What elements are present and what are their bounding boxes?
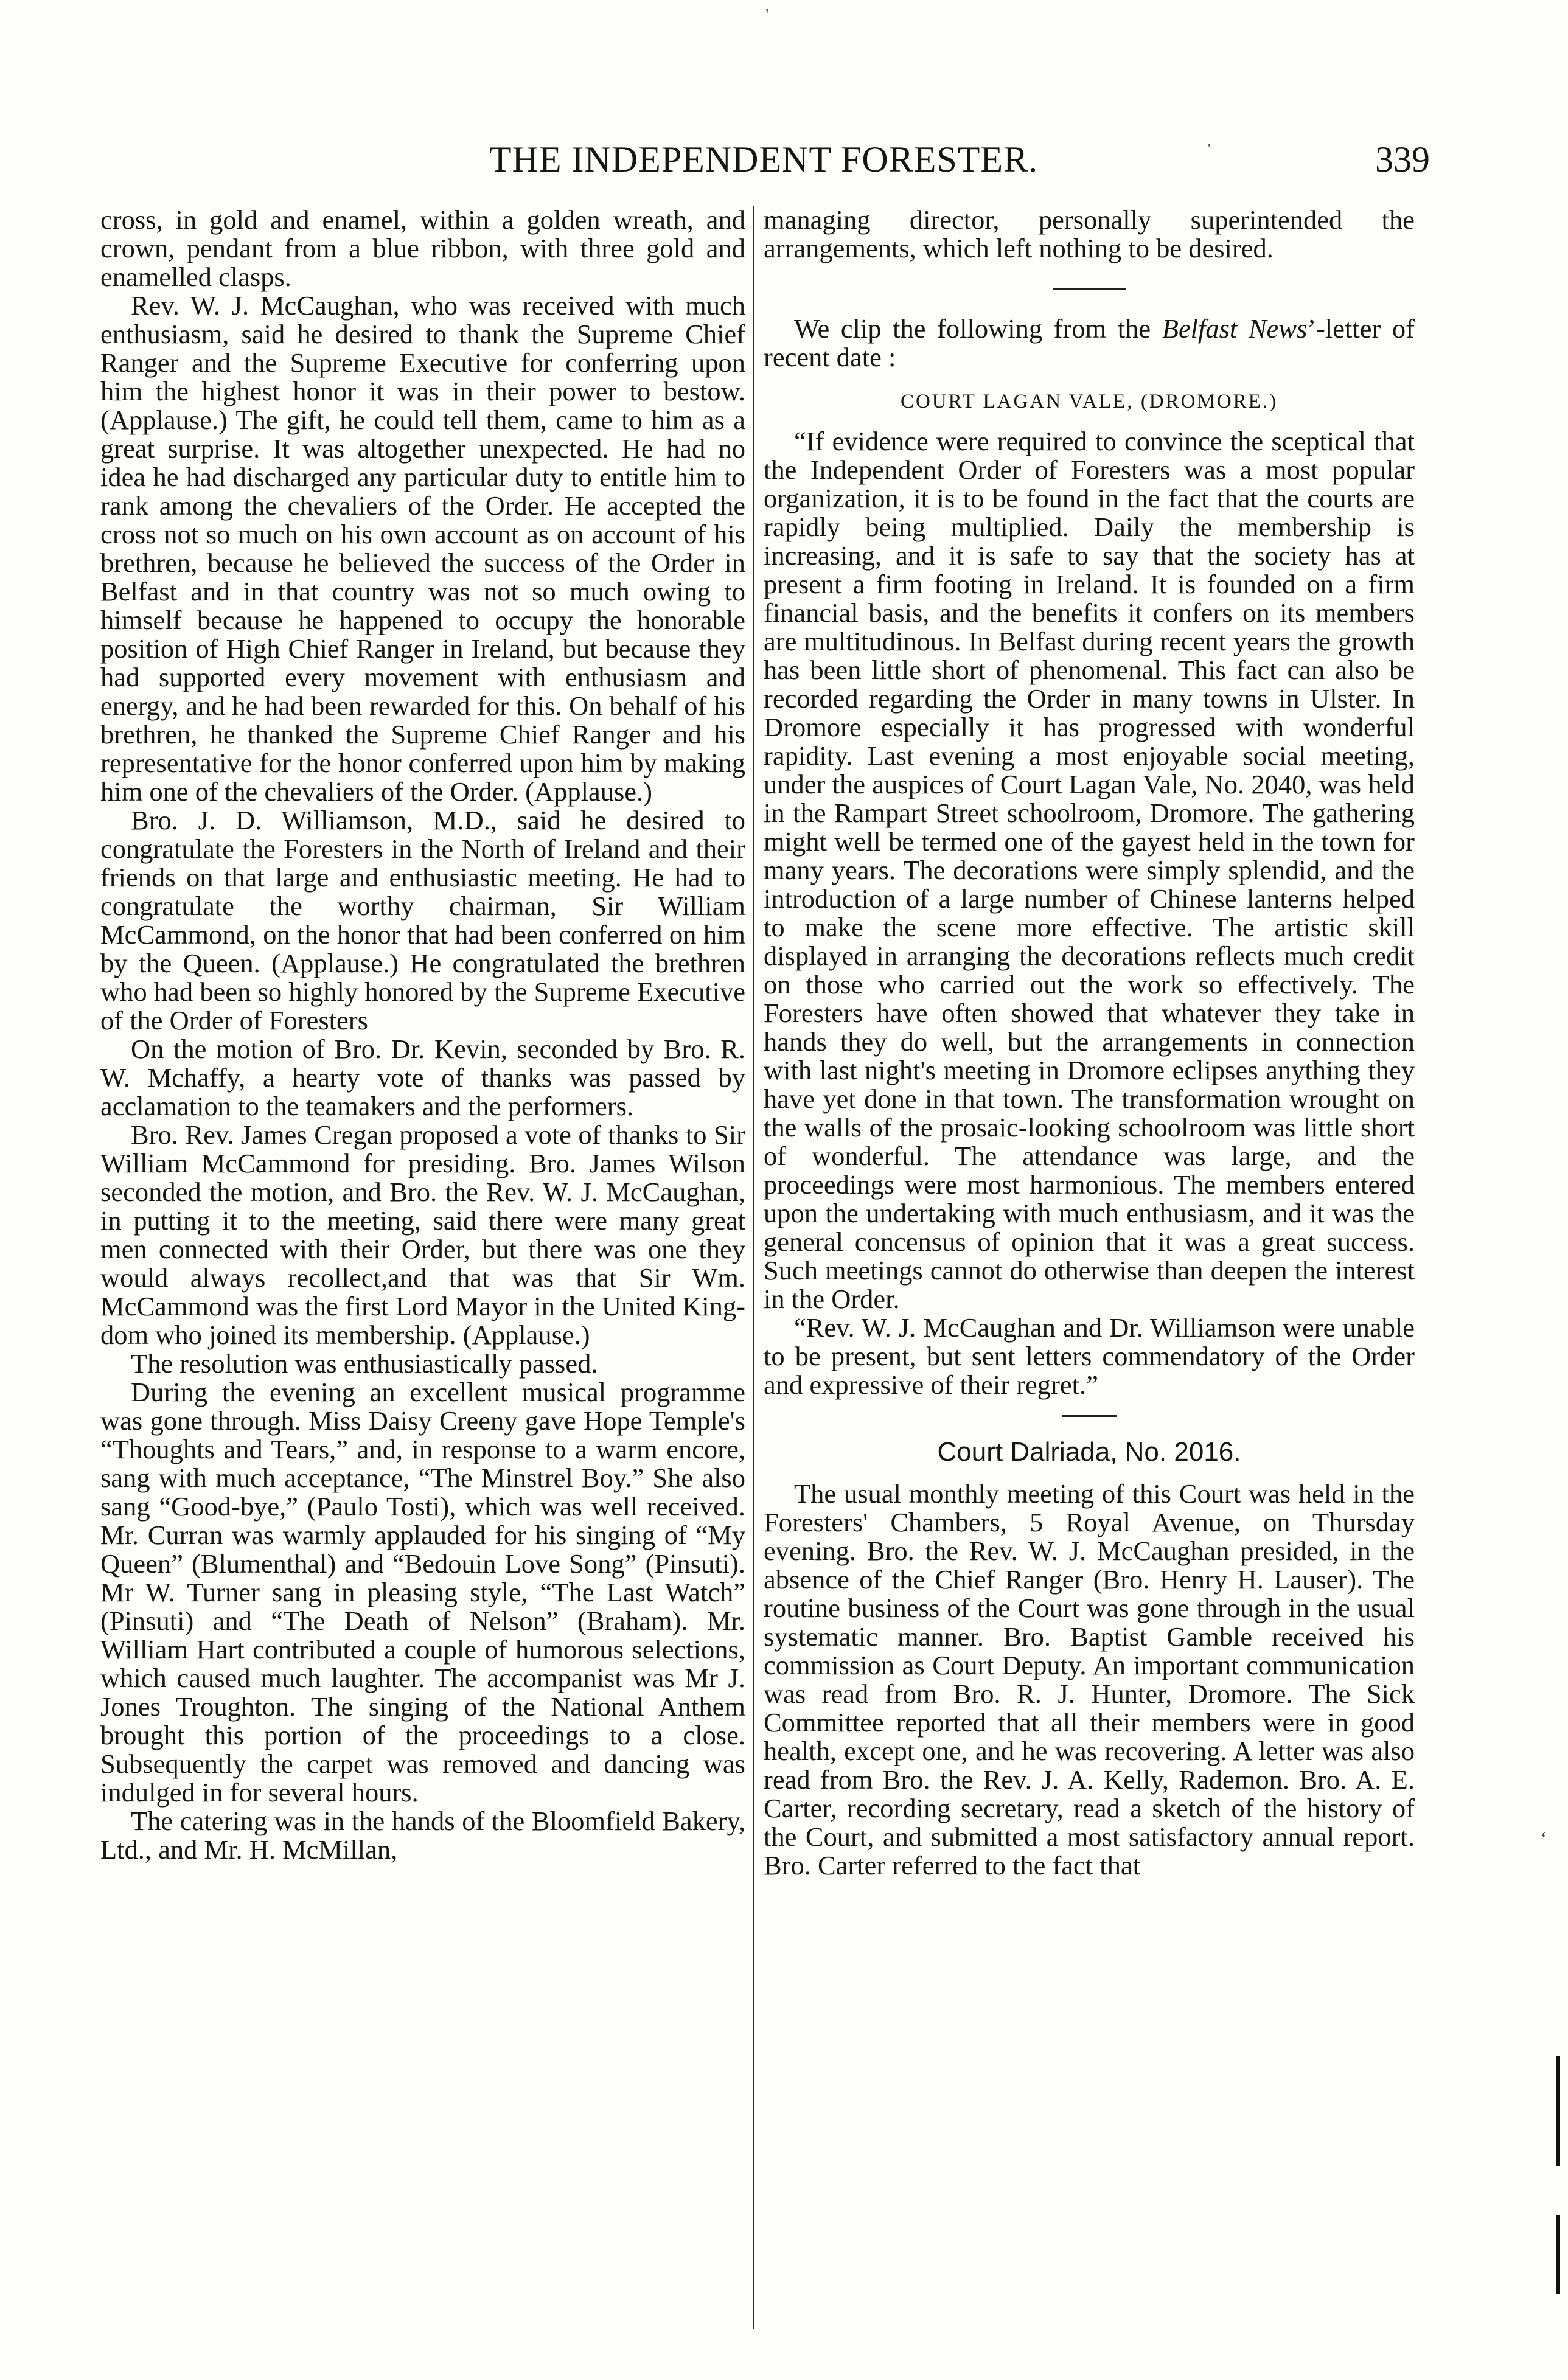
print-speck: ' <box>765 5 769 25</box>
article-paragraph: managing director, personally superintended the arrangements, which left nothing to be desired. <box>764 204 1415 263</box>
page-number: 339 <box>1375 139 1430 179</box>
scan-edge-mark <box>1556 2056 1560 2166</box>
article-paragraph: The usual monthly meeting of this Court was held in the Foresters' Chambers, 5 Royal Avenue, on Thursday evening. Bro. the Rev. W. J. McCaughan presided, in the absence of the Chief Ranger (Bro. Henry H. Lauser). The routine business of the Court was gone through in the usual systematic manner. Bro. Baptist Gamble received his commission as Court Deputy. An important communication was read from Bro. R. J. Hunter, Dromore. The Sick Committee reported that all their members were in good health, except one, and he was recovering. A letter was also read from Bro. the Rev. J. A. Kelly, Rademon. Bro. A. E. Carter, recording secretary, read a sketch of the history of the Court, and submitted a most satisfactory annual report. Bro. Carter referred to the fact that <box>764 1478 1415 1881</box>
article-paragraph: Rev. W. J. McCaughan, who was received with much enthusiasm, said he desired to thank the Supreme Chief Ranger and the Supreme Executive for conferring upon him the highest honor it was in their power to bestow. (Applause.) The gift, he could tell them, came to him as a great surprise. It was altogether unexpected. He had no idea he had discharged any particular duty to entitle him to rank among the chevaliers of the Order. He accepted the cross not so much on his own account as on account of his brethren, because he believed the success of the Order in Belfast and in that country was not so much owing to himself because he happened to occupy the honorable position of High Chief Ranger in Ireland, but because they had supported every movement with enthusiasm and energy, and he had been rewarded for this. On behalf of his brethren, he thanked the Supreme Chief Ranger and his representative for the honor conferred upon him by making him one of the chevaliers of the Order. (Applause.) <box>100 290 745 807</box>
running-title: THE INDEPENDENT FORESTER. <box>489 139 1039 179</box>
left-column <box>100 206 745 1864</box>
column-divider <box>753 206 754 2329</box>
scan-edge-mark <box>1556 2215 1560 2294</box>
clip-intro-text: We clip the following from the <box>794 313 1162 344</box>
article-paragraph: “Rev. W. J. McCaughan and Dr. Williamson were unable to be present, but sent letters commendatory of the Order and expressive of their regret.” <box>764 1312 1415 1400</box>
clip-intro <box>764 315 1415 372</box>
article-paragraph: cross, in gold and enamel, within a golden wreath, and crown, pendant from a blue ribbon, with three gold and enamelled clasps. <box>100 204 745 292</box>
right-column <box>764 206 1415 1880</box>
article-paragraph: During the evening an excellent musical programme was gone through. Miss Daisy Creeny gave Hope Temple's “Thoughts and Tears,” and, in response to a warm encore, sang with much acceptance, “The Minstrel Boy.” She also sang “Good-bye,” (Paulo Tosti), which was well received. Mr. Curran was warmly applauded for his singing of “My Queen” (Blumenthal) and “Bedouin Love Song” (Pinsuti). Mr W. Turner sang in pleasing style, “The Last Watch” (Pinsuti) and “The Death of Nelson” (Braham). Mr. William Hart contributed a couple of humorous selections, which caused much laughter. The accompanist was Mr J. Jones Troughton. The singing of the National Anthem brought this portion of the proceedings to a close. Subsequently the carpet was removed and dancing was indulged in for several hours. <box>100 1377 745 1808</box>
newspaper-source: Belfast News <box>1162 313 1308 344</box>
article-paragraph: The catering was in the hands of the Bloomfield Bakery, Ltd., and Mr. H. McMillan, <box>100 1806 745 1865</box>
article-paragraph: Bro. J. D. Williamson, M.D., said he desired to congratulate the Foresters in the North of Ireland and their friends on that large and enthusiastic meeting. He had to congratulate the worthy chairman, Sir William McCammond, on the honor that had been conferred on him by the Queen. (Applause.) He congratulated the brethren who had been so highly honored by the Supreme Executive of the Order of Foresters <box>100 805 745 1035</box>
article-paragraph: On the motion of Bro. Dr. Kevin, seconded by Bro. R. W. Mchaffy, a hearty vote of thanks was passed by acclamation to the teamakers and the performers. <box>100 1034 745 1121</box>
section-separator <box>1053 288 1126 290</box>
margin-mark: ‘ <box>1541 1828 1547 1848</box>
section-separator <box>1062 1415 1117 1417</box>
article-paragraph: The resolution was enthusiastically passed. <box>131 1348 598 1379</box>
clip-intro-text: ’-letter of recent date : <box>764 313 1415 372</box>
page-header <box>97 139 1430 193</box>
section-heading: Court Dalriada, No. 2016. <box>937 1437 1241 1467</box>
print-speck: ' <box>1208 141 1211 157</box>
article-paragraph: “If evidence were required to convince the sceptical that the Independent Order of Foresters was a most popular organization, it is to be found in the fact that the courts are rapidly being multiplied. Daily the membership is increasing, and it is safe to say that the society has at present a firm footing in Ireland. It is founded on a firm financial basis, and the benefits it confers on its members are multitudinous. In Belfast during recent years the growth has been little short of phenomenal. This fact can also be recorded regarding the Order in many towns in Ulster. In Dromore especially it has progressed with wonderful rapidity. Last evening a most enjoyable social meeting, under the auspices of Court Lagan Vale, No. 2040, was held in the Rampart Street schoolroom, Dromore. The gathering might well be termed one of the gayest held in the town for many years. The decorations were simply splendid, and the introduction of a large number of Chinese lanterns helped to make the scene more effective. The artistic skill displayed in arranging the decorations reflects much credit on those who carried out the work so effectively. The Foresters have often showed that whatever they take in hands they do well, but the arrangements in connection with last night's meeting in Dromore eclipses anything they have yet done in that town. The transformation wrought on the walls of the prosaic-looking schoolroom was little short of wonderful. The attendance was large, and the proceedings were most harmonious. The members entered upon the undertaking with much enthusiasm, and it was the general concensus of opinion that it was a great success. Such meetings cannot do otherwise than deepen the interest in the Order. <box>764 426 1415 1314</box>
section-heading: COURT LAGAN VALE, (DROMORE.) <box>900 391 1278 412</box>
article-paragraph: Bro. Rev. James Cregan proposed a vote of thanks to Sir William McCammond for presiding. Bro. James Wilson seconded the motion, and Bro. the Rev. W. J. McCaughan, in putting it to the meeting, said there were many great men connected with their Order, but there was one they would always recollect,and that was that Sir Wm. McCammond was the first Lord Mayor in the United Kingdom who joined its membership. (Applause.) <box>100 1119 745 1350</box>
